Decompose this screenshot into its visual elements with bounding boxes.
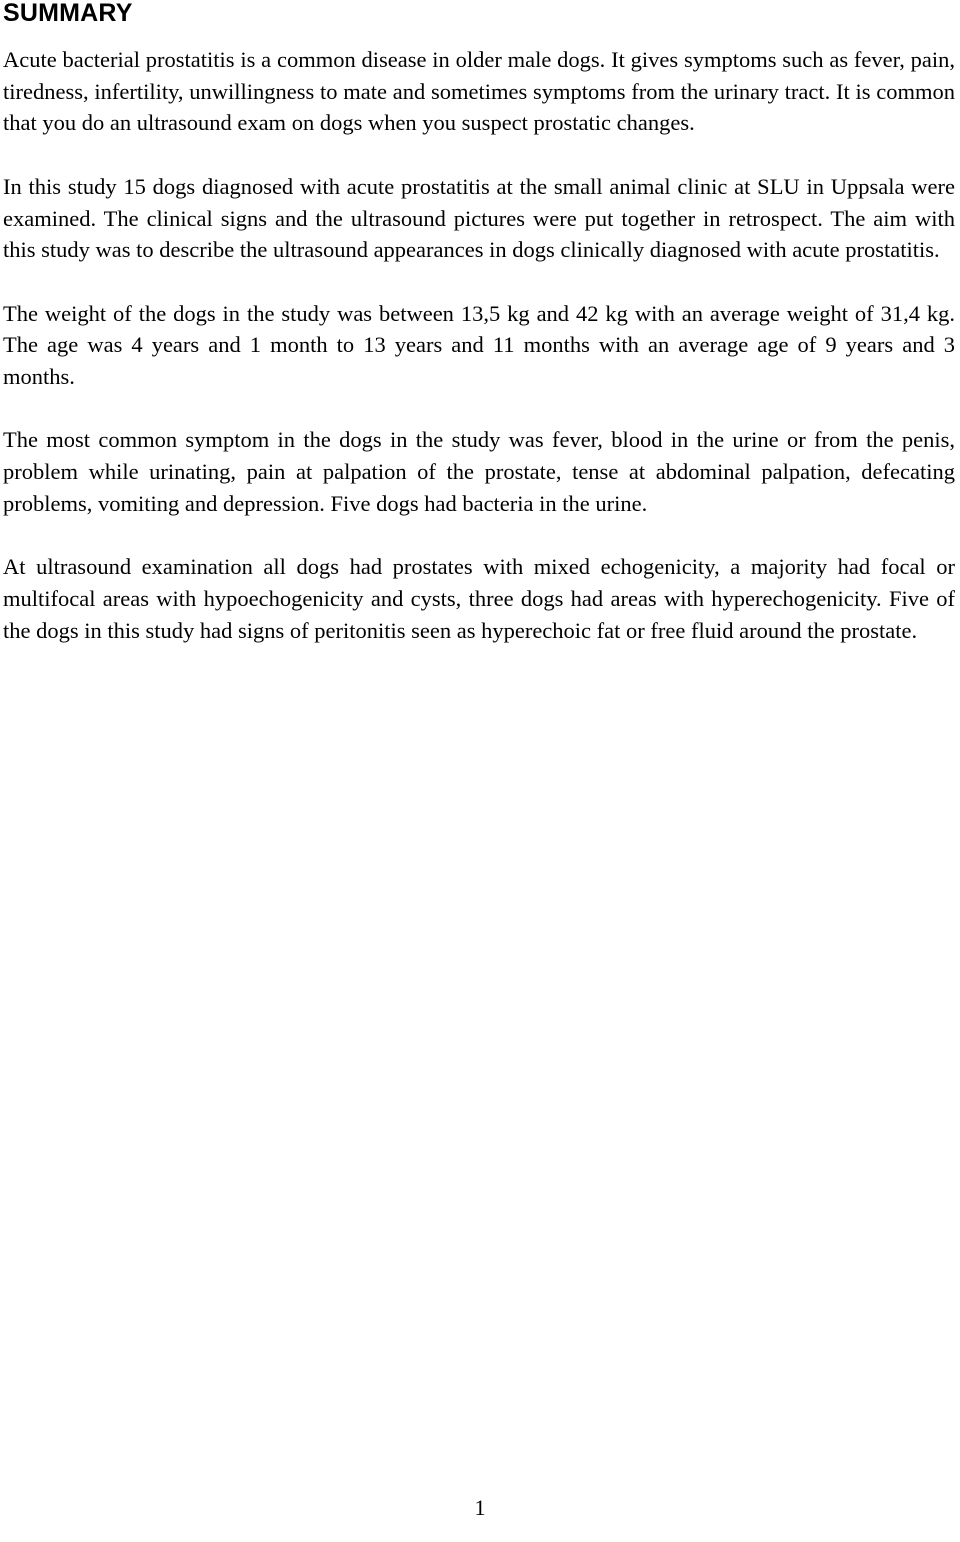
summary-heading: SUMMARY <box>3 0 133 27</box>
paragraph-symptoms: The most common symptom in the dogs in the study was fever, blood in the urine or from the penis, problem while urinating, pain at palpation of the prostate, tense at abdominal palpation, defecating problems, vomiting and depression. Five dogs had bacteria in the urine. <box>3 427 955 516</box>
paragraph-ultrasound-findings: At ultrasound examination all dogs had prostates with mixed echogenicity, a majority had focal or multifocal areas with hypoechogenicity and cysts, three dogs had areas with hyperechogenicity. Five of the dogs in this study had signs of peritonitis seen as hyperechoic fat or free fluid around the prostate. <box>3 554 955 643</box>
paragraph-study-design: In this study 15 dogs diagnosed with acute prostatitis at the small animal clinic at SLU in Uppsala were examined. The clinical signs and the ultrasound pictures were put together in retrospect. The aim with this study was to describe the ultrasound appearances in dogs clinically diagnosed with acute prostatitis. <box>3 173 955 263</box>
paragraph-demographics: The weight of the dogs in the study was between 13,5 kg and 42 kg with an average weight of 31,4 kg. The age was 4 years and 1 month to 13 years and 11 months with an average age of 9 years and 3 months. <box>3 300 955 389</box>
page-number: 1 <box>474 1495 486 1520</box>
paragraph-introduction: Acute bacterial prostatitis is a common disease in older male dogs. It gives symptoms such as fever, pain, tiredness, infertility, unwillingness to mate and sometimes symptoms from the urinary tract. It is common that you do an ultrasound exam on dogs when you suspect prostatic changes. <box>3 47 955 136</box>
summary-body <box>3 44 955 678</box>
